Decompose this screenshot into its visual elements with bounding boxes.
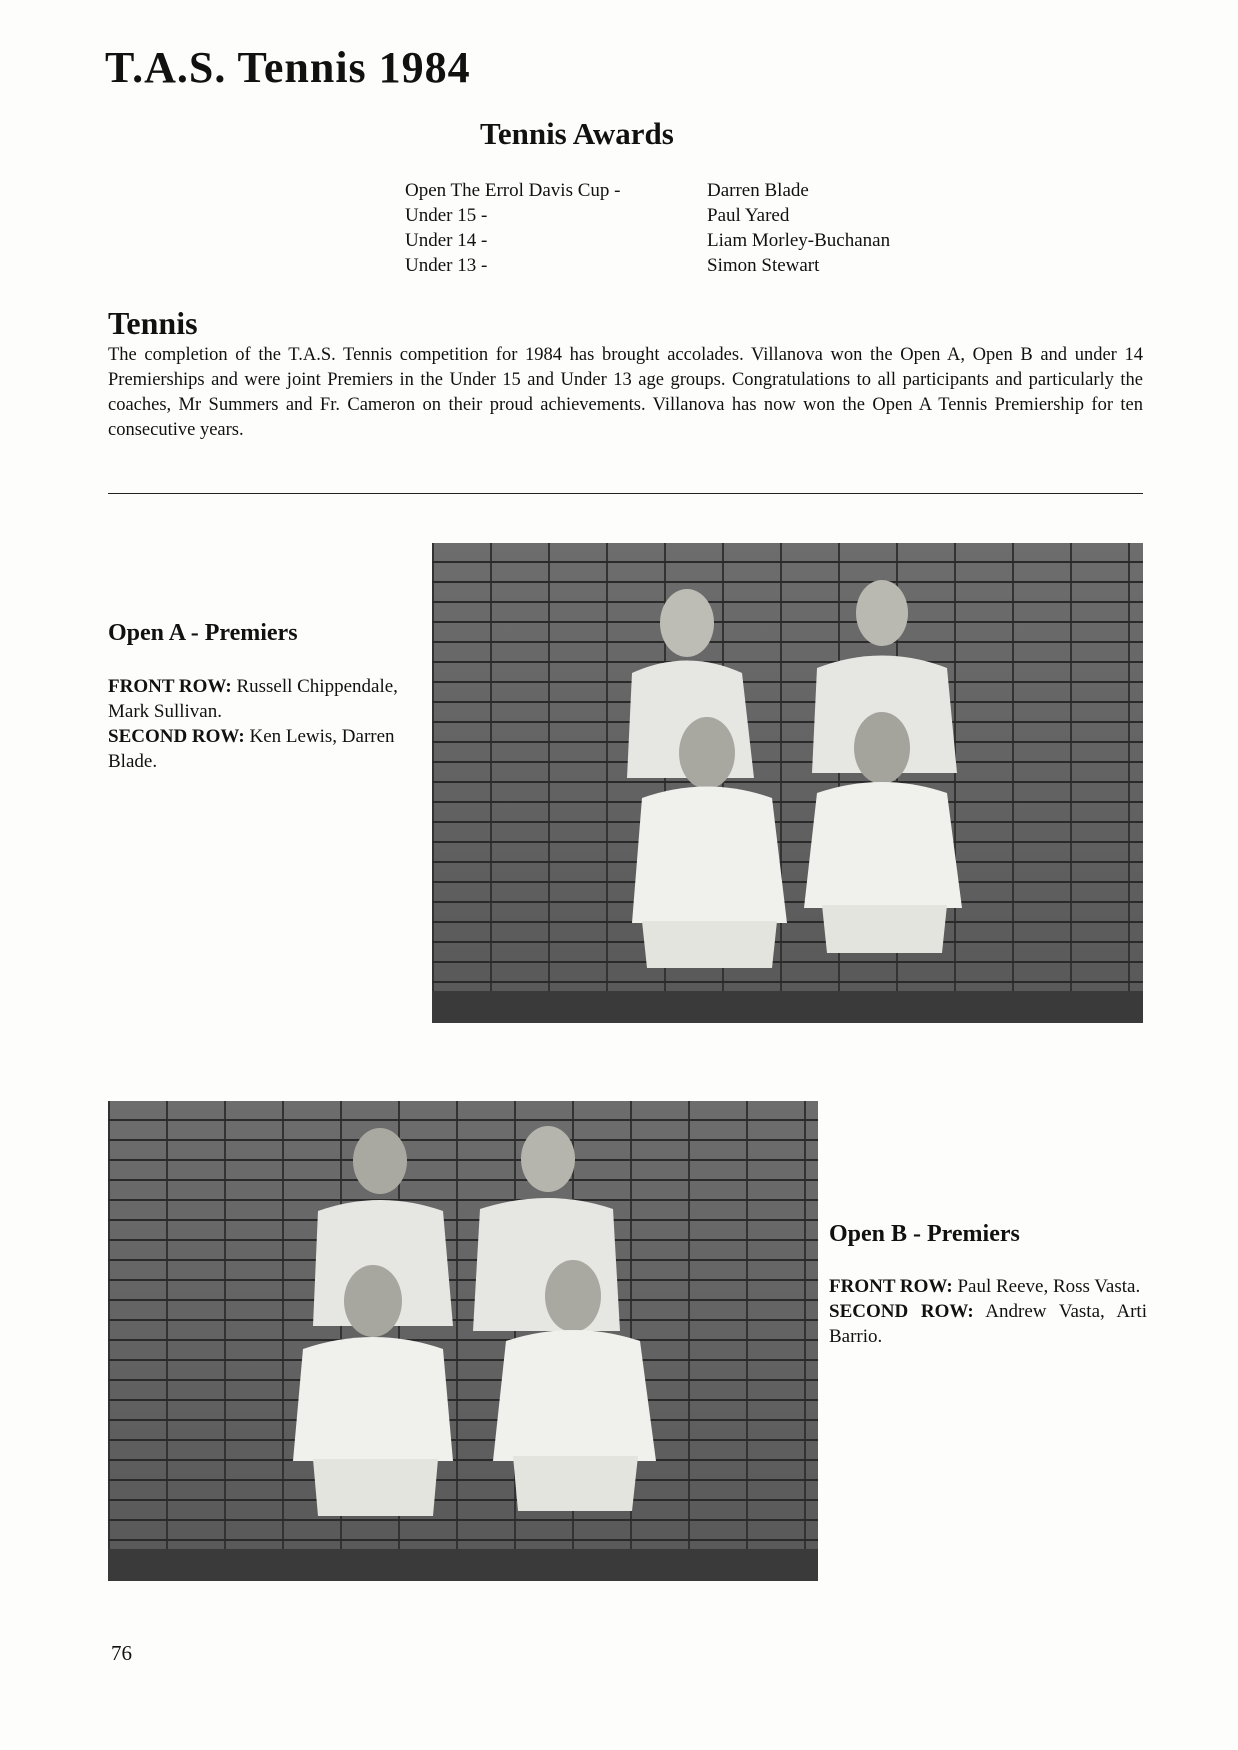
- second-row-label: SECOND ROW:: [829, 1301, 974, 1322]
- report-heading: Tennis: [108, 305, 198, 341]
- award-winner: Simon Stewart: [707, 255, 820, 276]
- award-winner: Darren Blade: [707, 180, 809, 201]
- open-a-caption: [108, 674, 430, 774]
- award-row: [405, 228, 890, 253]
- award-row: [405, 178, 890, 203]
- award-row: [405, 253, 890, 278]
- award-category: Under 15 -: [405, 205, 488, 226]
- award-category: Under 14 -: [405, 230, 488, 251]
- page-number: 76: [111, 1641, 132, 1665]
- award-row: [405, 203, 890, 228]
- second-row-label: SECOND ROW:: [108, 726, 245, 747]
- front-row-names: Russell Chippendale, Mark Sullivan.: [108, 676, 398, 722]
- award-winner: Liam Morley-Buchanan: [707, 230, 891, 251]
- second-row-names: Ken Lewis, Darren Blade.: [108, 726, 395, 772]
- second-row-names: Andrew Vasta, Arti Barrio.: [829, 1301, 1147, 1347]
- open-b-caption: [829, 1274, 1147, 1349]
- award-category: Open The Errol Davis Cup -: [405, 180, 621, 201]
- open-b-caption-heading: Open B - Premiers: [829, 1221, 1020, 1247]
- open-a-team-photo: [432, 543, 1143, 1023]
- award-winner: Paul Yared: [707, 205, 790, 226]
- front-row-label: FRONT ROW:: [829, 1276, 953, 1297]
- front-row-names: Paul Reeve, Ross Vasta.: [957, 1276, 1141, 1297]
- report-body: The completion of the T.A.S. Tennis competition for 1984 has brought accolades. Villanova won the Open A, Open B and under 14 Premierships and were joint Premiers in the Under 15 and Under 13 age groups. Congratulations to all participants and particularly the coaches, Mr Summers and Fr. Cameron on their proud achievements. Villanova has now won the Open A Tennis Premiership for ten consecutive years.: [108, 345, 1143, 440]
- front-row-label: FRONT ROW:: [108, 676, 232, 697]
- section-divider: [108, 493, 1143, 494]
- awards-heading: Tennis Awards: [480, 116, 674, 151]
- open-a-caption-heading: Open A - Premiers: [108, 620, 298, 646]
- award-category: Under 13 -: [405, 255, 488, 276]
- open-b-team-photo: [108, 1101, 818, 1581]
- page-title: T.A.S. Tennis 1984: [105, 43, 471, 92]
- awards-table: [405, 178, 890, 278]
